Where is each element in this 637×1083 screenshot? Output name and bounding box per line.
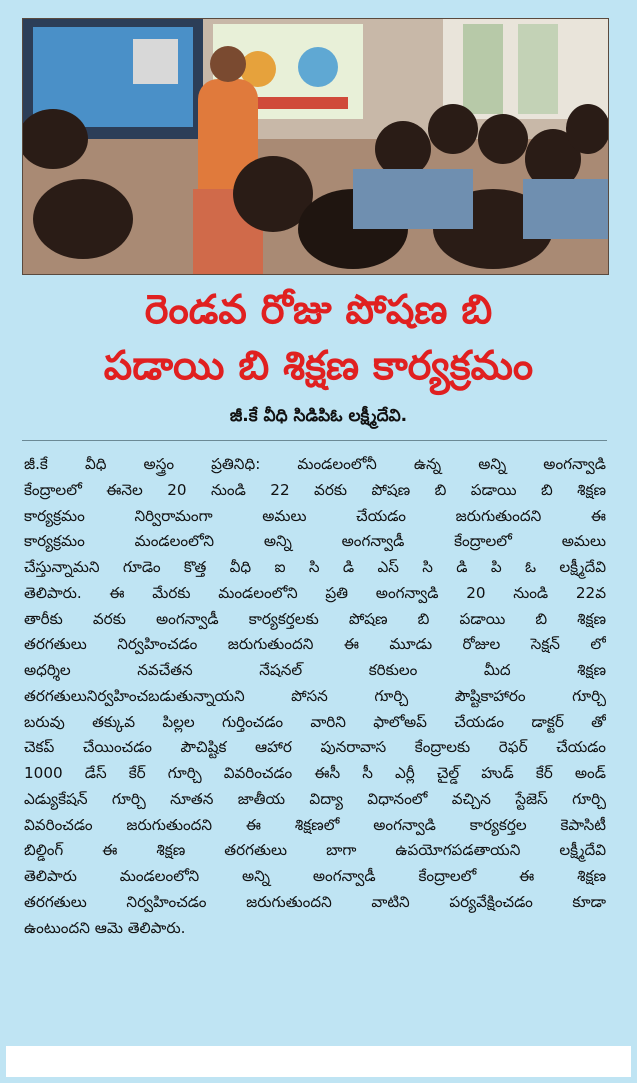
news-photo <box>22 18 609 275</box>
article-line: తారీకు వరకు అంగన్వాడీ కార్యకర్తలకు పోషణ బి పడాయి బి శిక్షణ <box>24 609 606 628</box>
classroom-photo-illustration <box>23 19 608 274</box>
article-line: తరగతులు నిర్వహించడం జరుగుతుందని వాటిని పర్యవేక్షించడం కూడా <box>24 892 606 911</box>
article-line: కేంద్రాలలో ఈనెల 20 నుండి 22 వరకు పోషణ బి పడాయి బి శిక్షణ <box>24 480 606 499</box>
article-line: తరగతులు నిర్వహించడం జరుగుతుందని ఈ మూడు రోజుల సెక్షన్ లో <box>24 635 606 654</box>
article-line: బిల్డింగ్ ఈ శిక్షణ తరగతులు బాగా ఉపయోగపడతాయని లక్ష్మీదేవి <box>24 841 606 860</box>
headline-line-1: రెండవ రోజు పోషణ బి <box>144 287 493 333</box>
article-line: చెకప్ చేయించడం పౌచిష్టిక ఆహార పునరావాస కేంద్రాలకు రెఫర్ చేయడం <box>24 738 606 757</box>
article-line: తెలిపారు మండలంలోని అన్ని అంగన్వాడీ కేంద్రాలలో ఈ శిక్షణ <box>24 867 606 885</box>
article-line: వివరించడం జరుగుతుందని ఈ శిక్షణలో అంగన్వాడి కార్యకర్తల కెపాసిటీ <box>24 815 606 834</box>
article-line: బరువు తక్కువ పిల్లల గుర్తించడం వారిని ఫాలోఅప్ చేయడం డాక్టర్ తో <box>24 712 606 731</box>
article-line: జీ.కే వీధి అస్త్రం ప్రతినిధి: మండలంలోనీ ఉన్న అన్ని అంగన్వాడి <box>24 455 606 473</box>
divider <box>22 440 607 441</box>
headline-line-2: పడాయి బి శిక్షణ కార్యక్రమం <box>103 343 534 389</box>
article-line: 1000 డేస్ కేర్ గూర్చి వివరించడం ఈసీ సీ ఎర్లీ చైల్డ్ హుడ్ కేర్ అండ్ <box>24 764 606 782</box>
next-article-strip <box>6 1046 631 1077</box>
article-line: ఎడ్యుకేషన్ గూర్చి నూతన జాతీయ విద్యా విధానంలో వచ్చిన స్టేజెస్ గూర్చి <box>24 789 606 808</box>
article-line: చేస్తున్నామని గూడెం కొత్త వీధి ఐ సి డి ఎస్ సి డి పి ఓ లక్ష్మీదేవి <box>24 558 606 576</box>
newspaper-clipping <box>6 6 631 1077</box>
article-line: అధర్శిల నవచేతన నేషనల్ కరికులం మీద శిక్షణ <box>24 661 606 679</box>
article-line: కార్యక్రమం నిర్విరామంగా అమలు చేయడం జరుగుతుందని ఈ <box>24 506 606 525</box>
article-line: కార్యక్రమం మండలంలోని అన్ని అంగన్వాడీ కేంద్రాలలో అమలు <box>24 532 606 551</box>
byline: జీ.కే వీధి సిడిపిఓ లక్ష్మీదేవి. <box>229 406 408 426</box>
article-body <box>24 452 606 941</box>
article-line: ఉంటుందని ఆమె తెలిపారు. <box>24 918 186 937</box>
article-line: తరగతులునిర్వహించబడుతున్నాయని పోసన గూర్చి పౌష్టికాహారం గూర్చి <box>24 686 606 705</box>
article-line: తెలిపారు. ఈ మేరకు మండలంలోని ప్రతి అంగన్వాడి 20 నుండి 22వ <box>24 583 606 602</box>
